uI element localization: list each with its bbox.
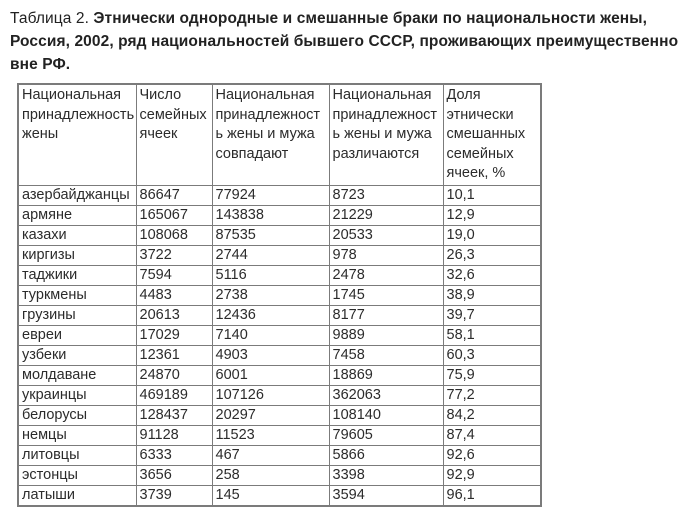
value-cell: 3656 bbox=[136, 465, 212, 485]
table-caption-text: Этнически однородные и смешанные браки по национальности жены, Россия, 2002, ряд национальностей бывшего СССР, проживающих преимущественно вне РФ. bbox=[10, 10, 679, 73]
value-cell: 75,9 bbox=[443, 365, 541, 385]
column-header: Доля этнически смешанных семейных ячеек, % bbox=[443, 84, 541, 185]
table-row bbox=[18, 385, 541, 405]
value-cell: 84,2 bbox=[443, 405, 541, 425]
value-cell: 96,1 bbox=[443, 485, 541, 506]
value-cell: 362063 bbox=[329, 385, 443, 405]
value-cell: 3722 bbox=[136, 245, 212, 265]
value-cell: 32,6 bbox=[443, 265, 541, 285]
value-cell: 107126 bbox=[212, 385, 329, 405]
value-cell: 5866 bbox=[329, 445, 443, 465]
value-cell: 10,1 bbox=[443, 185, 541, 205]
value-cell: 108140 bbox=[329, 405, 443, 425]
nationality-cell: латыши bbox=[18, 485, 136, 506]
nationality-cell: украинцы bbox=[18, 385, 136, 405]
value-cell: 128437 bbox=[136, 405, 212, 425]
value-cell: 6333 bbox=[136, 445, 212, 465]
value-cell: 7594 bbox=[136, 265, 212, 285]
nationality-cell: молдаване bbox=[18, 365, 136, 385]
value-cell: 9889 bbox=[329, 325, 443, 345]
value-cell: 18869 bbox=[329, 365, 443, 385]
table-row bbox=[18, 325, 541, 345]
table-row bbox=[18, 225, 541, 245]
value-cell: 1745 bbox=[329, 285, 443, 305]
value-cell: 17029 bbox=[136, 325, 212, 345]
value-cell: 77,2 bbox=[443, 385, 541, 405]
value-cell: 108068 bbox=[136, 225, 212, 245]
value-cell: 2744 bbox=[212, 245, 329, 265]
value-cell: 2478 bbox=[329, 265, 443, 285]
nationality-cell: туркмены bbox=[18, 285, 136, 305]
table-row bbox=[18, 305, 541, 325]
value-cell: 39,7 bbox=[443, 305, 541, 325]
column-header: Национальная принадлежность жены и мужа совпадают bbox=[212, 84, 329, 185]
value-cell: 4903 bbox=[212, 345, 329, 365]
value-cell: 145 bbox=[212, 485, 329, 506]
nationality-cell: белорусы bbox=[18, 405, 136, 425]
table-caption bbox=[0, 0, 700, 83]
value-cell: 24870 bbox=[136, 365, 212, 385]
nationality-cell: азербайджанцы bbox=[18, 185, 136, 205]
value-cell: 4483 bbox=[136, 285, 212, 305]
value-cell: 60,3 bbox=[443, 345, 541, 365]
table-row bbox=[18, 445, 541, 465]
value-cell: 26,3 bbox=[443, 245, 541, 265]
value-cell: 3739 bbox=[136, 485, 212, 506]
value-cell: 12436 bbox=[212, 305, 329, 325]
value-cell: 21229 bbox=[329, 205, 443, 225]
value-cell: 12361 bbox=[136, 345, 212, 365]
table-row bbox=[18, 405, 541, 425]
value-cell: 77924 bbox=[212, 185, 329, 205]
table-row bbox=[18, 285, 541, 305]
value-cell: 20533 bbox=[329, 225, 443, 245]
nationality-cell: грузины bbox=[18, 305, 136, 325]
header-row bbox=[18, 84, 541, 185]
value-cell: 3594 bbox=[329, 485, 443, 506]
table-row bbox=[18, 345, 541, 365]
table-row bbox=[18, 265, 541, 285]
nationality-cell: армяне bbox=[18, 205, 136, 225]
value-cell: 11523 bbox=[212, 425, 329, 445]
value-cell: 20297 bbox=[212, 405, 329, 425]
table-row bbox=[18, 425, 541, 445]
table-row bbox=[18, 485, 541, 506]
value-cell: 8723 bbox=[329, 185, 443, 205]
nationality-cell: евреи bbox=[18, 325, 136, 345]
value-cell: 978 bbox=[329, 245, 443, 265]
value-cell: 3398 bbox=[329, 465, 443, 485]
nationality-cell: таджики bbox=[18, 265, 136, 285]
nationality-cell: казахи bbox=[18, 225, 136, 245]
nationality-cell: киргизы bbox=[18, 245, 136, 265]
value-cell: 92,9 bbox=[443, 465, 541, 485]
value-cell: 7458 bbox=[329, 345, 443, 365]
table-row bbox=[18, 365, 541, 385]
nationality-cell: узбеки bbox=[18, 345, 136, 365]
value-cell: 2738 bbox=[212, 285, 329, 305]
nationality-cell: литовцы bbox=[18, 445, 136, 465]
value-cell: 58,1 bbox=[443, 325, 541, 345]
value-cell: 7140 bbox=[212, 325, 329, 345]
nationality-cell: немцы bbox=[18, 425, 136, 445]
column-header: Национальная принадлежность жены bbox=[18, 84, 136, 185]
table-row bbox=[18, 245, 541, 265]
value-cell: 143838 bbox=[212, 205, 329, 225]
value-cell: 6001 bbox=[212, 365, 329, 385]
table-caption-prefix: Таблица 2. bbox=[10, 10, 94, 27]
value-cell: 19,0 bbox=[443, 225, 541, 245]
column-header: Национальная принадлежность жены и мужа различаются bbox=[329, 84, 443, 185]
value-cell: 87535 bbox=[212, 225, 329, 245]
value-cell: 165067 bbox=[136, 205, 212, 225]
value-cell: 79605 bbox=[329, 425, 443, 445]
table-row bbox=[18, 185, 541, 205]
value-cell: 467 bbox=[212, 445, 329, 465]
value-cell: 469189 bbox=[136, 385, 212, 405]
marriages-table bbox=[17, 83, 542, 507]
value-cell: 5116 bbox=[212, 265, 329, 285]
value-cell: 87,4 bbox=[443, 425, 541, 445]
value-cell: 38,9 bbox=[443, 285, 541, 305]
table-row bbox=[18, 205, 541, 225]
column-header: Число семейных ячеек bbox=[136, 84, 212, 185]
value-cell: 86647 bbox=[136, 185, 212, 205]
value-cell: 258 bbox=[212, 465, 329, 485]
nationality-cell: эстонцы bbox=[18, 465, 136, 485]
value-cell: 8177 bbox=[329, 305, 443, 325]
value-cell: 20613 bbox=[136, 305, 212, 325]
value-cell: 92,6 bbox=[443, 445, 541, 465]
value-cell: 91128 bbox=[136, 425, 212, 445]
value-cell: 12,9 bbox=[443, 205, 541, 225]
table-row bbox=[18, 465, 541, 485]
